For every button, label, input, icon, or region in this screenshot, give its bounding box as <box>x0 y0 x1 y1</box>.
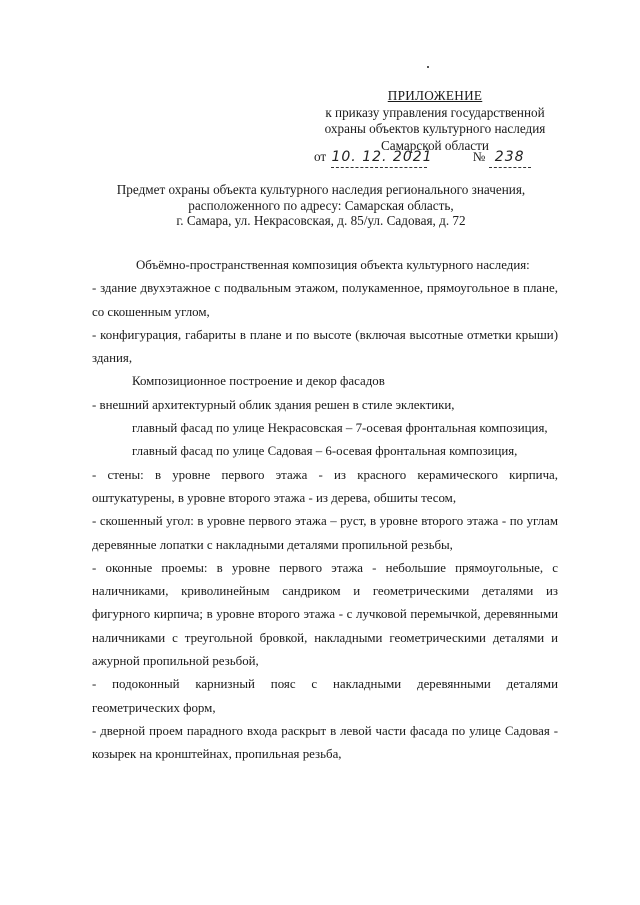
order-reference <box>314 147 564 168</box>
order-number-label: № <box>472 149 486 164</box>
appendix-line-3: Самарской области <box>381 137 489 153</box>
order-number: 238 <box>489 147 531 168</box>
paragraph: - оконные проемы: в уровне первого этажа - небольшие прямоугольные, с наличниками, криволинейным сандриком и геометрическими деталями из фигурного кирпича; в уровне второго этажа - с лучковой перемычкой, деревянными наличниками с треугольной бровкой, накладными геометрическими деталями и ажурной пропильной резьбой, <box>92 560 558 669</box>
date-prefix: от <box>314 149 327 164</box>
title-line-3: г. Самара, ул. Некрасовская, д. 85/ул. Садовая, д. 72 <box>176 213 466 229</box>
document-title <box>86 182 556 229</box>
order-date: 10. 12. 2021 <box>331 147 427 168</box>
appendix-header <box>300 88 570 154</box>
appendix-title: ПРИЛОЖЕНИЕ <box>387 88 483 103</box>
document-body <box>92 254 558 767</box>
scan-speck <box>427 66 429 68</box>
appendix-line-2: охраны объектов культурного наследия <box>324 121 546 136</box>
paragraph: - стены: в уровне первого этажа - из красного керамического кирпича, оштукатурены, в уровне второго этажа - из дерева, обшиты тесом, <box>92 467 558 505</box>
section-heading-facades: Композиционное построение и декор фасадов <box>132 374 385 389</box>
title-line-2: расположенного по адресу: Самарская область, <box>188 197 454 213</box>
paragraph: главный фасад по улице Садовая – 6-осевая фронтальная композиция, <box>132 444 518 459</box>
appendix-line-1: к приказу управления государственной <box>325 104 545 120</box>
paragraph: - внешний архитектурный облик здания решен в стиле эклектики, <box>92 397 455 412</box>
paragraph: - конфигурация, габариты в плане и по высоте (включая высотные отметки крыши) здания, <box>92 327 558 366</box>
paragraph: - скошенный угол: в уровне первого этажа – руст, в уровне второго этажа - по углам деревянные лопатки с накладными деталями пропильной резьбы, <box>92 514 558 552</box>
title-line-1: Предмет охраны объекта культурного наследия регионального значения, <box>116 182 526 197</box>
paragraph: главный фасад по улице Некрасовская – 7-осевая фронтальная композиция, <box>132 421 548 436</box>
paragraph: - здание двухэтажное с подвальным этажом, полукаменное, прямоугольное в плане, со скошенным углом, <box>92 281 558 319</box>
section-heading-volume: Объёмно-пространственная композиция объекта культурного наследия: <box>136 258 530 272</box>
paragraph: - подоконный карнизный пояс с накладными деревянными деталями геометрических форм, <box>92 677 558 715</box>
paragraph: - дверной проем парадного входа раскрыт в левой части фасада по улице Садовая - козырек на кронштейнах, пропильная резьба, <box>92 723 558 762</box>
